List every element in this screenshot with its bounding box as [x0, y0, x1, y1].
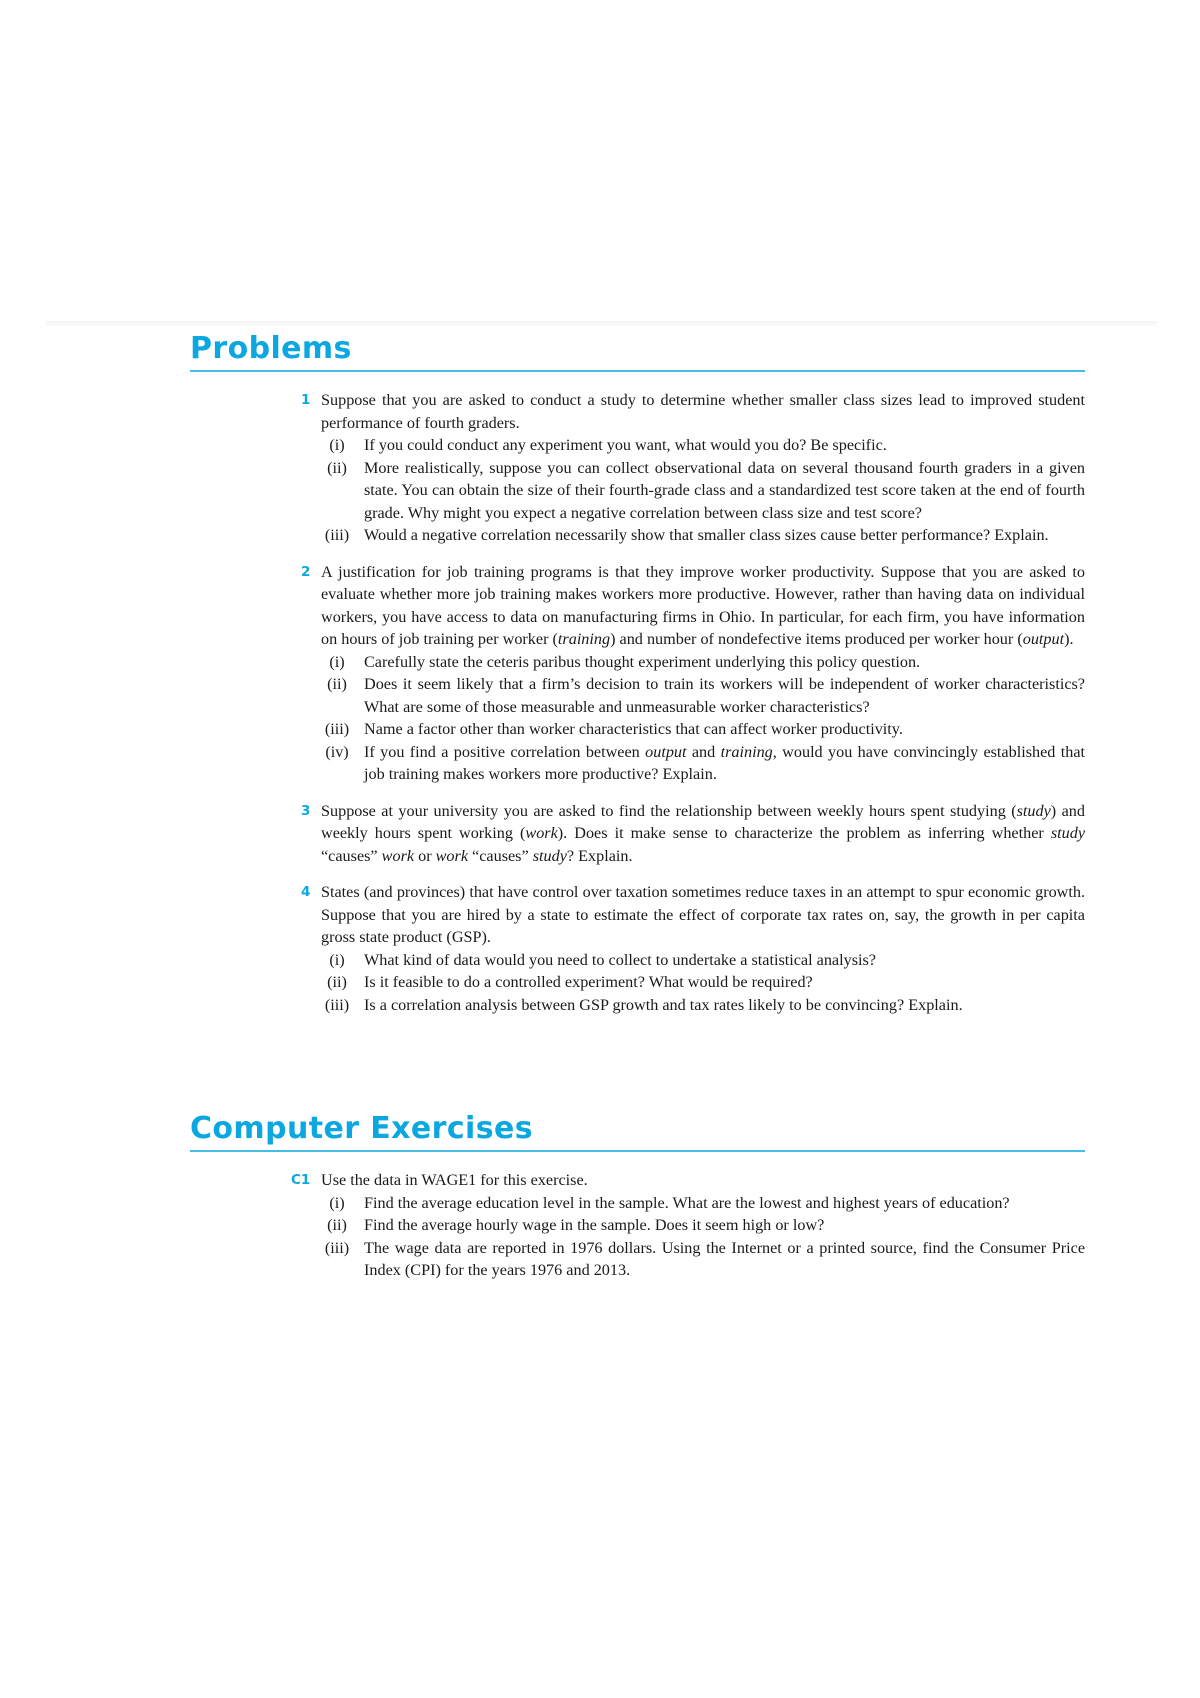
variable-name: training	[720, 742, 773, 761]
text-run: “causes”	[468, 846, 533, 865]
subquestion-text: Find the average education level in the sample. What are the lowest and highest years of education?	[364, 1193, 1010, 1212]
page-top-rule	[46, 321, 1158, 328]
subquestion	[321, 718, 1085, 741]
subquestion	[321, 673, 1085, 718]
text-run: A justification for job training programs is that they improve worker productivity. Suppose that you are asked to evaluate whether more job training makes workers more productive. However, rather than having data on individual workers, you have access to data on manufacturing firms in Ohio. In particular, for each firm, you have information on hours of job training per worker (	[321, 562, 1085, 648]
text-run: If you find a positive correlation between	[364, 742, 646, 761]
subquestion-text: What kind of data would you need to collect to undertake a statistical analysis?	[364, 950, 876, 969]
variable-name: work	[435, 846, 468, 865]
computer-exercises-section	[190, 1110, 1085, 1296]
subquestion	[321, 434, 1085, 457]
problem-text	[321, 561, 1085, 651]
subquestion	[321, 741, 1085, 786]
text-run: ). Does it make sense to characterize the problem as inferring whether	[557, 824, 1051, 842]
subquestion-text: Name a factor other than worker characteristics that can affect worker productivity.	[364, 720, 903, 738]
variable-name: study	[1050, 824, 1086, 842]
exercise-c1	[291, 1169, 1085, 1282]
subquestion	[321, 1237, 1085, 1282]
subquestion-text: Does it seem likely that a firm’s decision to train its workers will be independent of worker characteristics? What are some of those measurable and unmeasurable worker characteristics?	[364, 675, 1085, 716]
problem-3	[301, 800, 1086, 868]
subquestion-text: The wage data are reported in 1976 dollars. Using the Internet or a printed source, find the Consumer Price Index (CPI) for the years 1976 and 2013.	[364, 1238, 1085, 1279]
subquestion-text: If you could conduct any experiment you want, what would you do? Be specific.	[364, 436, 887, 454]
problem-4	[301, 881, 1085, 1016]
problem-number: 3	[301, 802, 311, 819]
subquestion	[321, 1192, 1085, 1215]
subquestion	[321, 949, 1085, 972]
subquestion	[321, 994, 1085, 1017]
subquestion-number: (i)	[329, 950, 345, 969]
subquestion	[321, 457, 1085, 525]
variable-name: study	[532, 846, 567, 865]
problem-number: 2	[301, 563, 311, 580]
problem-text: Suppose that you are asked to conduct a study to determine whether smaller class sizes lead to improved student performance of fourth graders.	[321, 391, 1085, 432]
subquestion-text	[364, 741, 1085, 786]
problem-number: 4	[301, 884, 311, 900]
subquestion-number: (ii)	[327, 1216, 347, 1234]
variable-name: output	[1022, 630, 1065, 648]
computer-exercises-heading: Computer Exercises	[190, 1110, 1085, 1152]
text-run: Suppose at your university you are asked to find the relationship between weekly hours spent studying (	[321, 801, 1017, 820]
subquestion-number: (iii)	[324, 526, 350, 544]
subquestion-number: (iv)	[325, 742, 349, 761]
problem-text: States (and provinces) that have control over taxation sometimes reduce taxes in an attempt to spur economic growth. Suppose that you are hired by a state to estimate the effect of corporate tax rates on, say, the growth in per capita gross state product (GSP).	[321, 883, 1085, 946]
subquestion-text: Is it feasible to do a controlled experiment? What would be required?	[364, 973, 813, 991]
problems-section	[190, 330, 1085, 1030]
variable-name: output	[645, 742, 687, 761]
subquestion	[321, 1214, 1085, 1237]
text-run: ).	[1064, 630, 1074, 648]
subquestion-number: (iii)	[324, 1238, 350, 1257]
problems-list	[301, 389, 1086, 1016]
computer-exercises-list	[291, 1169, 1085, 1282]
problem-number: 1	[301, 392, 311, 408]
subquestion	[321, 524, 1085, 547]
subquestion-number: (i)	[329, 1193, 345, 1212]
text-run: ) and weekly hours spent working (	[321, 801, 1085, 842]
text-run: , would you have convincingly established that job training makes workers more productive? Explain.	[364, 742, 1086, 783]
subquestion	[321, 971, 1085, 994]
subquestion-text: Is a correlation analysis between GSP growth and tax rates likely to be convincing? Explain.	[364, 995, 963, 1014]
text-run: and	[686, 742, 721, 761]
subquestion-text: Carefully state the ceteris paribus thought experiment underlying this policy question.	[364, 652, 921, 671]
subquestion-text: More realistically, suppose you can collect observational data on several thousand fourth graders in a given state. You can obtain the size of their fourth-grade class and a standardized test score taken at the end of fourth grade. Why might you expect a negative correlation between class size and test score?	[364, 458, 1085, 522]
subquestion-text: Would a negative correlation necessarily show that smaller class sizes cause better performance? Explain.	[364, 526, 1049, 544]
subquestion-number: (ii)	[327, 458, 347, 477]
problems-heading: Problems	[190, 330, 1085, 372]
subquestion-number: (ii)	[327, 973, 347, 991]
subquestion	[321, 651, 1085, 674]
exercise-text: Use the data in WAGE1 for this exercise.	[321, 1171, 588, 1189]
variable-name: work	[525, 824, 558, 842]
subquestion-number: (iii)	[324, 995, 350, 1014]
subquestion-number: (i)	[329, 436, 345, 454]
text-run: “causes”	[321, 846, 382, 865]
subquestion-number: (ii)	[327, 675, 347, 693]
subquestion-number: (i)	[329, 652, 345, 671]
text-run: ) and number of nondefective items produced per worker hour (	[610, 630, 1023, 648]
problem-1	[301, 389, 1085, 547]
variable-name: study	[1016, 801, 1051, 820]
problem-2	[301, 561, 1086, 786]
exercise-number: C1	[291, 1172, 311, 1188]
variable-name: training	[557, 630, 611, 648]
problem-text	[321, 800, 1085, 868]
subquestion-text: Find the average hourly wage in the sample. Does it seem high or low?	[364, 1216, 825, 1234]
text-run: or	[414, 846, 436, 865]
subquestion-number: (iii)	[324, 720, 350, 738]
text-run: ? Explain.	[566, 846, 633, 865]
variable-name: work	[381, 846, 415, 865]
